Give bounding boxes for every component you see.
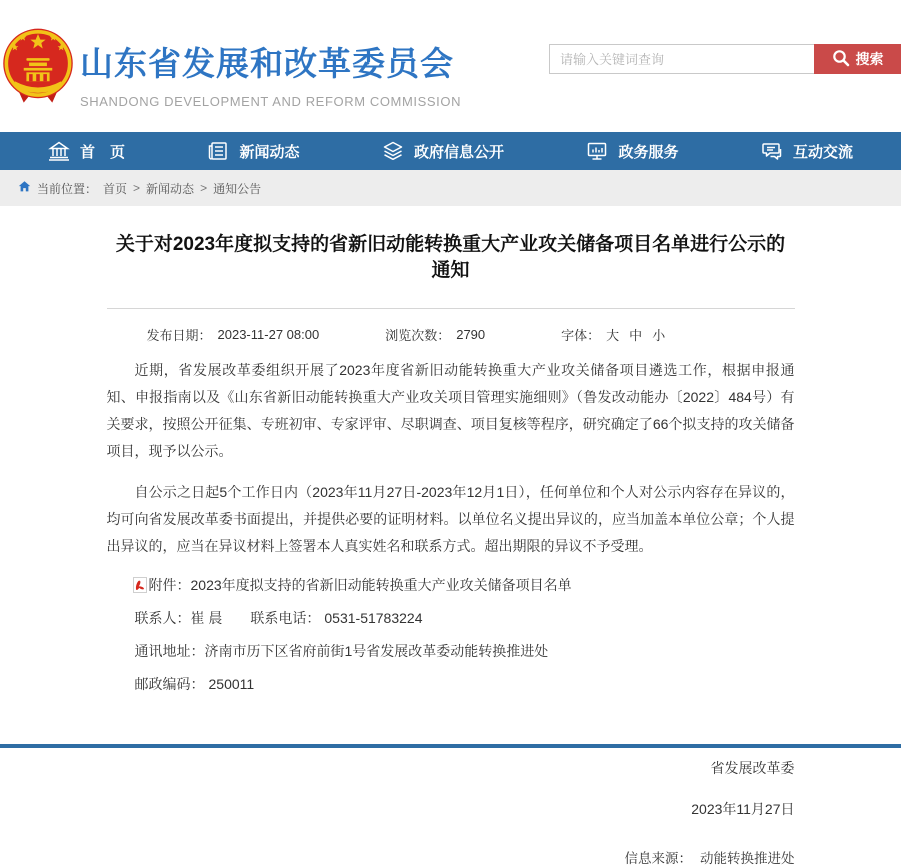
signoff-org: 省发展改革委 — [710, 760, 795, 776]
search-input[interactable] — [549, 44, 814, 74]
view-count — [385, 325, 485, 344]
contact-phone-label: 联系电话： — [250, 610, 321, 626]
article-paragraph: 自公示之日起5个工作日内（2023年11月27日-2023年12月1日），任何单位和个人对公示内容存在异议的，均可向省发展改革委书面提出，并提供必要的证明材料。以单位名义提出异议的，应当加盖本单位公章；个人提出异议的，应当在异议材料上签署本人真实姓名和联系方式。超出期限的异议不予受理。 — [106, 484, 795, 554]
site-header — [0, 0, 901, 132]
contact-address-value: 济南市历下区省府前街1号省发展改革委动能转换推进处 — [204, 643, 549, 659]
nav-item-label: 政务服务 — [618, 143, 679, 161]
footer-divider-bar — [0, 744, 901, 748]
font-size-controls — [561, 325, 665, 344]
info-source-label: 信息来源： — [624, 851, 692, 866]
pdf-icon — [133, 577, 147, 593]
contact-address-line — [107, 641, 795, 661]
site-title-block — [80, 38, 461, 109]
view-count-label: 浏览次数： — [385, 328, 451, 343]
view-count-value: 2790 — [456, 327, 486, 342]
search-bar — [549, 44, 901, 74]
nav-item-services[interactable] — [586, 140, 678, 162]
nav-item-label: 政府信息公开 — [413, 143, 504, 161]
font-size-large-button[interactable]: 大 — [606, 328, 620, 343]
contact-postcode-line — [107, 674, 795, 694]
nav-item-news[interactable] — [207, 140, 299, 162]
attachment-link[interactable]: 2023年度拟支持的省新旧动能转换重大产业攻关储备项目名单 — [190, 577, 572, 593]
article-meta — [107, 325, 795, 344]
nav-item-home[interactable] — [48, 140, 125, 162]
breadcrumb-news-link[interactable]: 新闻动态 — [146, 181, 195, 196]
contact-phone-value: 0531-51783224 — [324, 610, 423, 626]
layers-icon — [382, 140, 404, 162]
site-title: 山东省发展和改革委员会 — [80, 45, 454, 82]
bank-icon — [48, 140, 70, 162]
publish-date-value: 2023-11-27 08:00 — [217, 327, 320, 342]
article — [107, 206, 795, 867]
publish-date-label: 发布日期： — [146, 328, 212, 343]
site-subtitle: SHANDONG DEVELOPMENT AND REFORM COMMISSION — [80, 94, 462, 109]
search-button[interactable] — [814, 44, 901, 74]
font-size-small-button[interactable]: 小 — [652, 328, 666, 343]
home-icon — [18, 180, 31, 196]
nav-item-label: 互动交流 — [792, 143, 853, 161]
national-emblem-logo — [2, 26, 74, 108]
signoff-date: 2023年11月27日 — [691, 801, 795, 817]
font-size-medium-button[interactable]: 中 — [629, 328, 643, 343]
contact-postcode-value: 250011 — [208, 676, 255, 692]
chat-icon — [761, 140, 783, 162]
monitor-icon — [586, 140, 608, 162]
font-size-label: 字体： — [561, 328, 601, 343]
breadcrumb-prefix: 当前位置： — [37, 181, 98, 196]
national-emblem-icon — [2, 26, 74, 108]
nav-item-interaction[interactable] — [761, 140, 853, 162]
contact-postcode-label: 邮政编码： — [134, 676, 205, 692]
nav-item-gov-info[interactable] — [382, 140, 504, 162]
breadcrumb-home-link[interactable]: 首页 — [103, 181, 128, 196]
contact-address-label: 通讯地址： — [134, 643, 205, 659]
publish-date — [147, 325, 320, 344]
info-source-value: 动能转换推进处 — [700, 851, 795, 866]
article-paragraph: 近期，省发展改革委组织开展了2023年度省新旧动能转换重大产业攻关储备项目遴选工作，根据申报通知、申报指南以及《山东省新旧动能转换重大产业攻关项目管理实施细则》（鲁发改动能办〔2022〕484号）有关要求，按照公开征集、专班初审、专家评审、尽职调查、项目复核等程序，研究确定了66个拟支持的攻关储备项目，现予以公示。 — [106, 362, 795, 459]
article-title: 关于对2023年度拟支持的省新旧动能转换重大产业攻关储备项目名单进行公示的通知 — [107, 232, 795, 309]
info-source-line — [107, 847, 795, 867]
nav-item-label: 首 页 — [80, 143, 126, 161]
contact-person-line — [107, 608, 795, 628]
search-icon — [832, 49, 850, 70]
attachment-row — [107, 575, 795, 595]
attachment-label: 附件： — [148, 577, 191, 593]
contact-person-value: 崔 晨 — [190, 610, 223, 626]
contact-person-label: 联系人： — [134, 610, 191, 626]
breadcrumb-separator: > — [200, 181, 208, 195]
search-button-label: 搜索 — [855, 51, 884, 67]
breadcrumb-separator: > — [133, 181, 141, 195]
breadcrumb — [0, 170, 901, 206]
news-icon — [207, 140, 229, 162]
main-nav — [0, 132, 901, 170]
breadcrumb-notice-link[interactable]: 通知公告 — [213, 181, 262, 196]
nav-item-label: 新闻动态 — [239, 143, 300, 161]
